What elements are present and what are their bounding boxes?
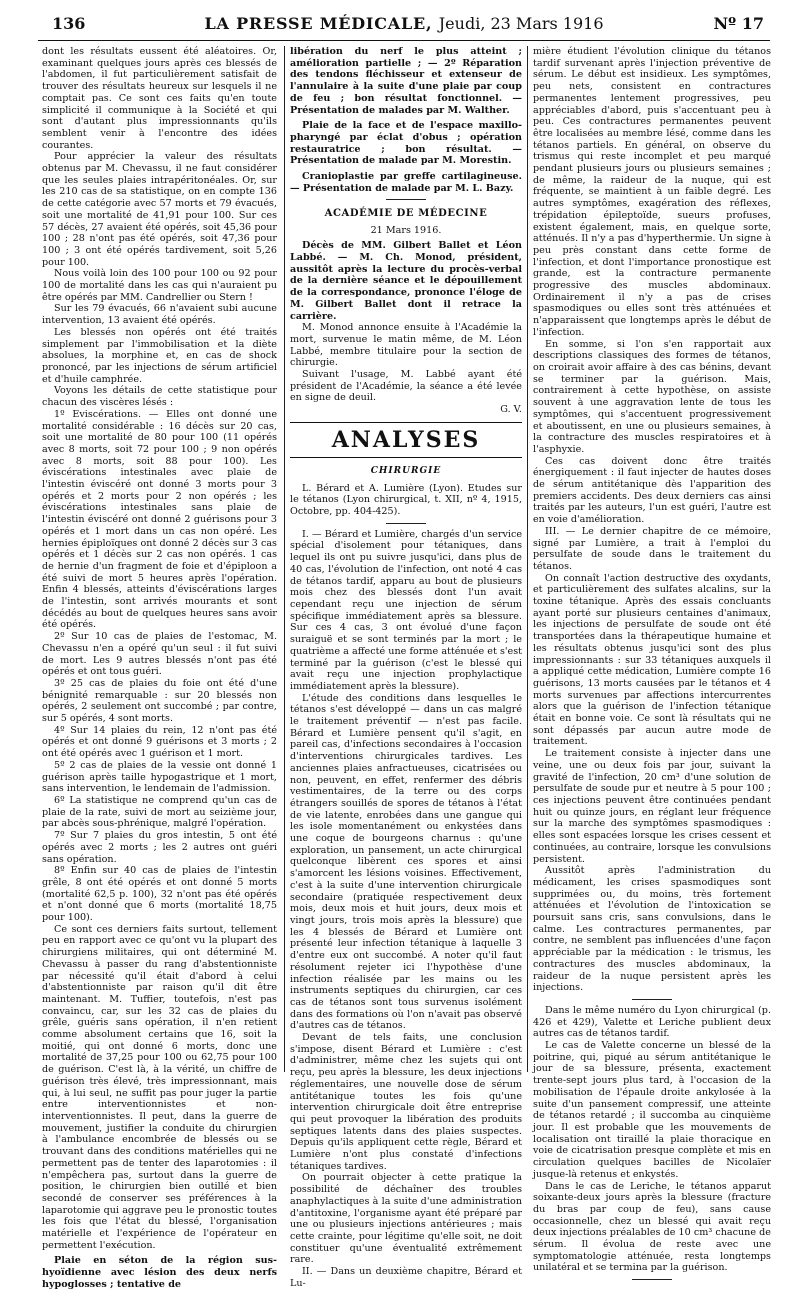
subsection-heading-chirurgie: CHIRURGIE [370, 465, 442, 476]
paragraph: L'étude des conditions dans lesquelles le tétanos s'est développé — dans un cas malgré le traitement préventif — n'est pas facile. Bérard et Lumière pensent qu'il s'agit, en pareil cas, d'infections secondaires à l'occasion d'interventions chirurgicales tardives. Les anciennes plaies anfractueuses, cicatrisées ou non, peuvent, en effet, renfermer des débris vestimentaires, de la terre ou des corps étrangers souillés de spores de tétanos à l'état de vie latente, enrobées dans une gangue qui les isole momentanément ou enkystées dans une coque de bourgeons charnus : qu'une exploration, un pansement, un acte chirurgical quelconque libèrent ces spores et ainsi s'amorcent les lésions voisines. Effectivement, c'est à la suite d'une intervention chirurgicale secondaire (pratiquée respectivement deux mois, deux mois et huit jours, deux mois et vingt jours, trois mois après la blessure) que les 4 blessés de Bérard et Lumière ont présenté leur infection tétanique à laquelle 3 d'entre eux ont succombé. A noter qu'il faut résolument rejeter ici l'hypothèse d'une infection réalisée par les mains ou les instruments septiques du chirurgien, car ces cas de tétanos sont tous survenus isolément dans des formations où l'on n'avait pas observé d'autres cas de tétanos. [290, 692, 522, 1032]
page-number: 136 [52, 14, 86, 33]
paragraph: Aussitôt après l'administration du médicament, les crises spasmodiques sont supprimées ou, du moins, très fortement atténuées et l'évolution de l'intoxication se poursuit sans cris, sans convulsions, dans le calme. Les contractures permanentes, par contre, ne semblent pas influencées d'une façon appréciable par la médication : le trismus, les contractures des muscles abdominaux, la raideur de la nuque persistent après les injections. [533, 865, 771, 994]
column-divider-1 [284, 46, 285, 1072]
issue-number: Nº 17 [713, 14, 764, 33]
paragraph: M. Monod annonce ensuite à l'Académie la mort, survenue le matin même, de M. Léon Labbé, membre titulaire pour la section de chirurgie. [290, 322, 522, 369]
paragraph: III. — Le dernier chapitre de ce mémoire, signé par Lumière, a trait à l'emploi du persulfate de soude dans le traitement du tétanos. [533, 525, 771, 572]
paragraph: 7º Sur 7 plaies du gros intestin, 5 ont été opérés avec 2 morts ; les 2 autres ont guéri sans opération. [42, 830, 277, 865]
paragraph: 3º 25 cas de plaies du foie ont été d'une bénignité remarquable : sur 20 blessés non opérés, 2 seulement ont succombé ; par contre, sur 5 opérés, 4 sont morts. [42, 677, 277, 725]
journal-name: LA PRESSE MÉDICALE, [204, 14, 433, 33]
section-heading-analyses: ANALYSES [290, 422, 522, 458]
paragraph: En somme, si l'on s'en rapportait aux descriptions classiques des formes de tétanos, on croirait avoir affaire à des cas bénins, devant se terminer par la guérison. Mais, contrairement à cette hypothèse, on assiste souvent à une aggravation lente de tous les symptômes, qui s'accentuent progressivement et aboutissent, en une ou plusieurs semaines, à la contracture des muscles respiratoires et à l'asphyxie. [533, 338, 771, 455]
paragraph: Les blessés non opérés ont été traités simplement par l'immobilisation et la diète absolues, la morphine et, en cas de shock prononcé, par les injections de sérum artificiel et d'huile camphrée. [42, 326, 277, 385]
paragraph: Sur les 79 évacués, 66 n'avaient subi aucune intervention, 13 avaient été opérés. [42, 303, 277, 327]
session-item: libération du nerf le plus atteint ; amélioration partielle ; — 2º Réparation des tendons fléchisseur et extenseur de l'annulaire à la suite d'une plaie par coup de feu ; bon résultat fonctionnel. — Présentation de malades par M. Walther. [290, 46, 522, 116]
paragraph: Ces cas doivent donc être traités énergiquement : il faut injecter de hautes doses de sérum antitétanique dès l'apparition des premiers accidents. Des deux derniers cas ainsi traités par les auteurs, l'un est guéri, l'autre est en voie d'amélioration. [533, 455, 771, 526]
paragraph: Ce sont ces derniers faits surtout, tellement peu en rapport avec ce qu'ont vu la plupart des chirurgiens militaires, qui ont déterminé M. Chevassu à passer du rang d'abstentionniste par nécessité qu'il était d'abord à celui d'abstentionniste par raison qu'il dit être maintenant. M. Tuffier, toutefois, n'est pas convaincu, car, sur les 32 cas de plaies du grêle, guéris sans opération, il n'en retient comme absolument certains que 16, soit la moitié, qui ont donné 6 morts, donc une mortalité de 37,25 pour 100 ou 62,75 pour 100 de guérison. C'est là, à la vérité, un chiffre de guérison très élevé, très impressionnant, mais qui, à lui seul, ne suffit pas pour juger la partie entre interventionnistes et non-interventionnistes. Il peut, dans la guerre de mouvement, justifier la conduite du chirurgien à l'ambulance encombrée de blessés ou se trouvant dans des conditions matérielles qui ne permettent pas de tenter des laparotomies : il n'empêchera pas, surtout dans la guerre de position, le chirurgien bien outillé et bien secondé de conserver ses préférences à la laparotomie qui aggrave peu le pronostic toutes les fois que l'état du blessé, l'organisation matérielle et l'expérience de l'opérateur en permettent l'exécution. [42, 923, 277, 1251]
paragraph: Dans le cas de Leriche, le tétanos apparut soixante-deux jours après la blessure (fracture du bras par coup de feu), sans cause occasionnelle, chez un blessé qui avait reçu deux injections préalables de 10 cm³ chacune de sérum. Il évolua de reste avec une symptomatologie atténuée, resta longtemps unilatéral et se termina par la guérison. [533, 1180, 771, 1274]
session-date: 21 Mars 1916. [370, 224, 442, 236]
divider [632, 999, 672, 1000]
paragraph: mière étudient l'évolution clinique du tétanos tardif survenant après l'injection préventive de sérum. Le début est insidieux. Les symptômes, peu nets, consistent en contractures permanentes lentement progressives, peu appréciables d'abord, puis s'accentuant peu à peu. Ces contractures permanentes peuvent être localisées au membre lésé, comme dans les tétanos partiels. En général, on observe du trismus qui reste incomplet et peu marqué pendant plusieurs jours ou plusieurs semaines ; de même, la raideur de la nuque, qui est fréquente, se maintient à un faible degré. Les autres symptômes, exagération des réflexes, trépidation épileptoïde, sueurs profuses, existent également, mais, en quelque sorte, atténués. Il n'y a pas d'hyperthermie. Un signe à peu près constant dans cette forme de l'infection, et dont l'importance pronostique est grande, est la contracture permanente progressive des muscles abdominaux. Ordinairement il n'y a pas de crises spasmodiques ou elles sont très atténuées et n'apparaissent que longtemps après le début de l'infection. [533, 46, 771, 338]
paragraph: 5º 2 cas de plaies de la vessie ont donné 1 guérison après taille hypogastrique et 1 mort, sans intervention, le lendemain de l'admission. [42, 759, 277, 795]
paragraph: 4º Sur 14 plaies du rein, 12 n'ont pas été opérés et ont donné 9 guérisons et 3 morts ; 2 ont été opérés avec 1 guérison et 1 mort. [42, 724, 277, 760]
section-heading-academie: ACADÉMIE DE MÉDECINE [324, 208, 488, 220]
paragraph: Le traitement consiste à injecter dans une veine, une ou deux fois par jour, suivant la gravité de l'infection, 20 cm³ d'une solution de persulfate de soude pur et neutre à 5 pour 100 ; ces injections peuvent être continuées pendant huit ou quinze jours, en réglant leur fréquence sur la marche des symptômes spasmodiques : elles sont espacées lorsque les crises cessent et continuées, au contraire, lorsque les convulsions persistent. [533, 748, 771, 865]
signature: G. V. [500, 404, 522, 416]
issue-date: Jeudi, 23 Mars 1916 [438, 14, 604, 33]
paragraph: Pour apprécier la valeur des résultats obtenus par M. Chevassu, il ne faut considérer que les seules plaies intrapéritonéales. Or, sur les 210 cas de sa statistique, on en compte 136 de cette catégorie avec 57 morts et 79 évacués, soit une mortalité de 41,91 pour 100. Sur ces 57 décès, 27 avaient été opérés, soit 45,36 pour 100 ; 28 n'ont pas été opérés, soit 47,36 pour 100 ; 3 ont été opérés tardivement, soit 5,26 pour 100. [42, 151, 277, 268]
column-1 [42, 46, 277, 1290]
paragraph: Voyons les détails de cette statistique pour chacun des viscères lésés : [42, 385, 277, 409]
paragraph: Le cas de Valette concerne un blessé de la poitrine, qui, piqué au sérum antitétanique le jour de sa blessure, présenta, exactement trente-sept jours plus tard, à l'occasion de la mobilisation de l'épaule droite ankylosée à la suite d'un pansement compressif, une atteinte de tétanos retardé ; il succomba au cinquième jour. Il est probable que les mouvements de localisation ont tiraillé la plaie thoracique en voie de cicatrisation presque complète et mis en circulation quelques bacilles de Nicolaïer jusque-là retenus et enkystés. [533, 1040, 771, 1180]
column-3 [533, 46, 771, 1274]
paragraph: Suivant l'usage, M. Labbé ayant été président de l'Académie, la séance a été levée en signe de deuil. [290, 369, 522, 404]
session-item: Plaie en séton de la région sus-hyoïdienne avec lésion des deux nerfs hypoglosses ; tentative de [42, 1255, 277, 1290]
paragraph: Dans le même numéro du Lyon chirurgical (p. 426 et 429), Valette et Leriche publient deux autres cas de tétanos tardif. [533, 1004, 771, 1040]
divider [386, 199, 426, 200]
paragraph: dont les résultats eussent été aléatoires. Or, examinant quelques jours après ces blessés de l'abdomen, il fut particulièrement satisfait de trouver des résultats heureux sur lesquels il ne comptait pas. Ce sont ces faits qu'en toute simplicité il communique à la Société et qui sont d'autant plus impressionnants qu'ils semblent venir à l'encontre des idées courantes. [42, 46, 277, 151]
running-header [38, 12, 770, 41]
paragraph: I. — Bérard et Lumière, chargés d'un service spécial d'isolement pour tétaniques, dans lequel ils ont pu suivre jusqu'ici, dans plus de 40 cas, l'évolution de l'infection, ont noté 4 cas de tétanos tardif, apparu au bout de plusieurs mois chez des blessés dont l'un avait cependant reçu une injection de sérum spécifique immédiatement après sa blessure. Sur ces 4 cas, 3 ont évolué d'une façon suraiguë et se sont terminés par la mort ; le quatrième a affecté une forme atténuée et s'est terminé par la guérison (c'est le blessé qui avait reçu une injection prophylactique immédiatement après la blessure). [290, 528, 522, 692]
column-divider-2 [527, 46, 528, 1072]
paragraph: Décès de MM. Gilbert Ballet et Léon Labbé. — M. Ch. Monod, président, aussitôt après la lecture du procès-verbal de la dernière séance et le dépouillement de la correspondance, prononce l'éloge de M. Gilbert Ballet dont il retrace la carrière. [290, 240, 522, 322]
paragraph: Devant de tels faits, une conclusion s'impose, disent Bérard et Lumière : c'est d'administrer, même chez les sujets qui ont reçu, peu après la blessure, les deux injections réglementaires, une nouvelle dose de sérum antitétanique toutes les fois qu'une intervention chirurgicale doit être entreprise qui peut provoquer la libération des produits septiques latents dans des plaies suspectes. Depuis qu'ils appliquent cette règle, Bérard et Lumière n'ont plus constaté d'infections tétaniques tardives. [290, 1032, 522, 1172]
divider [386, 523, 426, 524]
paragraph: 8º Enfin sur 40 cas de plaies de l'intestin grêle, 8 ont été opérés et ont donné 5 morts (mortalité 62,5 p. 100), 32 n'ont pas été opérés et n'ont donné que 6 morts (mortalité 18,75 pour 100). [42, 865, 277, 924]
session-item: Cranioplastie par greffe cartilagineuse. — Présentation de malade par M. L. Bazy. [290, 171, 522, 194]
paragraph: On pourrait objecter à cette pratique la possibilité de déchaîner des troubles anaphylactiques à la suite d'une administration d'antitoxine, l'organisme ayant été préparé par une ou plusieurs injections antérieures ; mais cette crainte, pour légitime qu'elle soit, ne doit constituer qu'une éventualité extrêmement rare. [290, 1172, 522, 1266]
paragraph: On connaît l'action destructive des oxydants, et particulièrement des sulfates alcalins, sur la toxine tétanique. Après des essais concluants ayant porté sur plusieurs centaines d'animaux, les injections de persulfate de soude ont été transportées dans la thérapeutique humaine et les résultats obtenus jusqu'ici sont des plus impressionnants : sur 33 tétaniques auxquels il a appliqué cette médication, Lumière compte 16 guérisons, 13 morts causées par le tétanos et 4 morts survenues par affections intercurrentes alors que la guérison de l'infection tétanique était en bonne voie. Ce sont là résultats qui ne sont dépassés par aucun autre mode de traitement. [533, 572, 771, 748]
paragraph: 1º Eviscérations. — Elles ont donné une mortalité considérable : 16 décès sur 20 cas, soit une mortalité de 80 pour 100 (11 opérés avec 8 morts, soit 72 pour 100 ; 9 non opérés avec 8 morts, soit 88 pour 100). Les éviscérations intestinales avec plaie de l'intestin éviscéré ont donné 3 morts pour 3 opérés et 2 morts pour 2 non opérés ; les éviscérations intestinales sans plaie de l'intestin éviscéré ont donné 2 guérisons pour 3 opérés et 1 mort dans un cas non opéré. Les hernies épiploïques ont donné 2 décès sur 3 cas opérés et 1 décès sur 2 cas non opérés. 1 cas de hernie d'un fragment de foie et d'épiploon a été suivi de mort 5 heures après l'opération. Enfin 4 blessés, atteints d'éviscérations larges de l'intestin, sont arrivés mourants et sont décédés au bout de quelques heures sans avoir été opérés. [42, 408, 277, 631]
journal-title [38, 14, 770, 33]
bibliographic-reference: L. Bérard et A. Lumière (Lyon). Etudes sur le tétanos (Lyon chirurgical, t. XII, nº 4, 1915, Octobre, pp. 404-425). [290, 482, 522, 518]
paragraph: 6º La statistique ne comprend qu'un cas de plaie de la rate, suivi de mort au seizième jour, par abcès sous-phrénique, malgré l'opération. [42, 795, 277, 830]
divider [632, 1279, 672, 1280]
session-item: Plaie de la face et de l'espace maxillo-pharyngé par éclat d'obus ; opération restauratrice ; bon résultat. — Présentation de malade par M. Morestin. [290, 120, 522, 167]
column-2 [290, 46, 522, 1289]
paragraph: 2º Sur 10 cas de plaies de l'estomac, M. Chevassu n'en a opéré qu'un seul : il fut suivi de mort. Les 9 autres blessés n'ont pas été opérés et ont tous guéri. [42, 631, 277, 678]
paragraph: II. — Dans un deuxième chapitre, Bérard et Lu- [290, 1266, 522, 1289]
paragraph: Nous voilà loin des 100 pour 100 ou 92 pour 100 de mortalité dans les cas qui n'auraient pu être opérés par MM. Candrellier ou Stern ! [42, 268, 277, 303]
